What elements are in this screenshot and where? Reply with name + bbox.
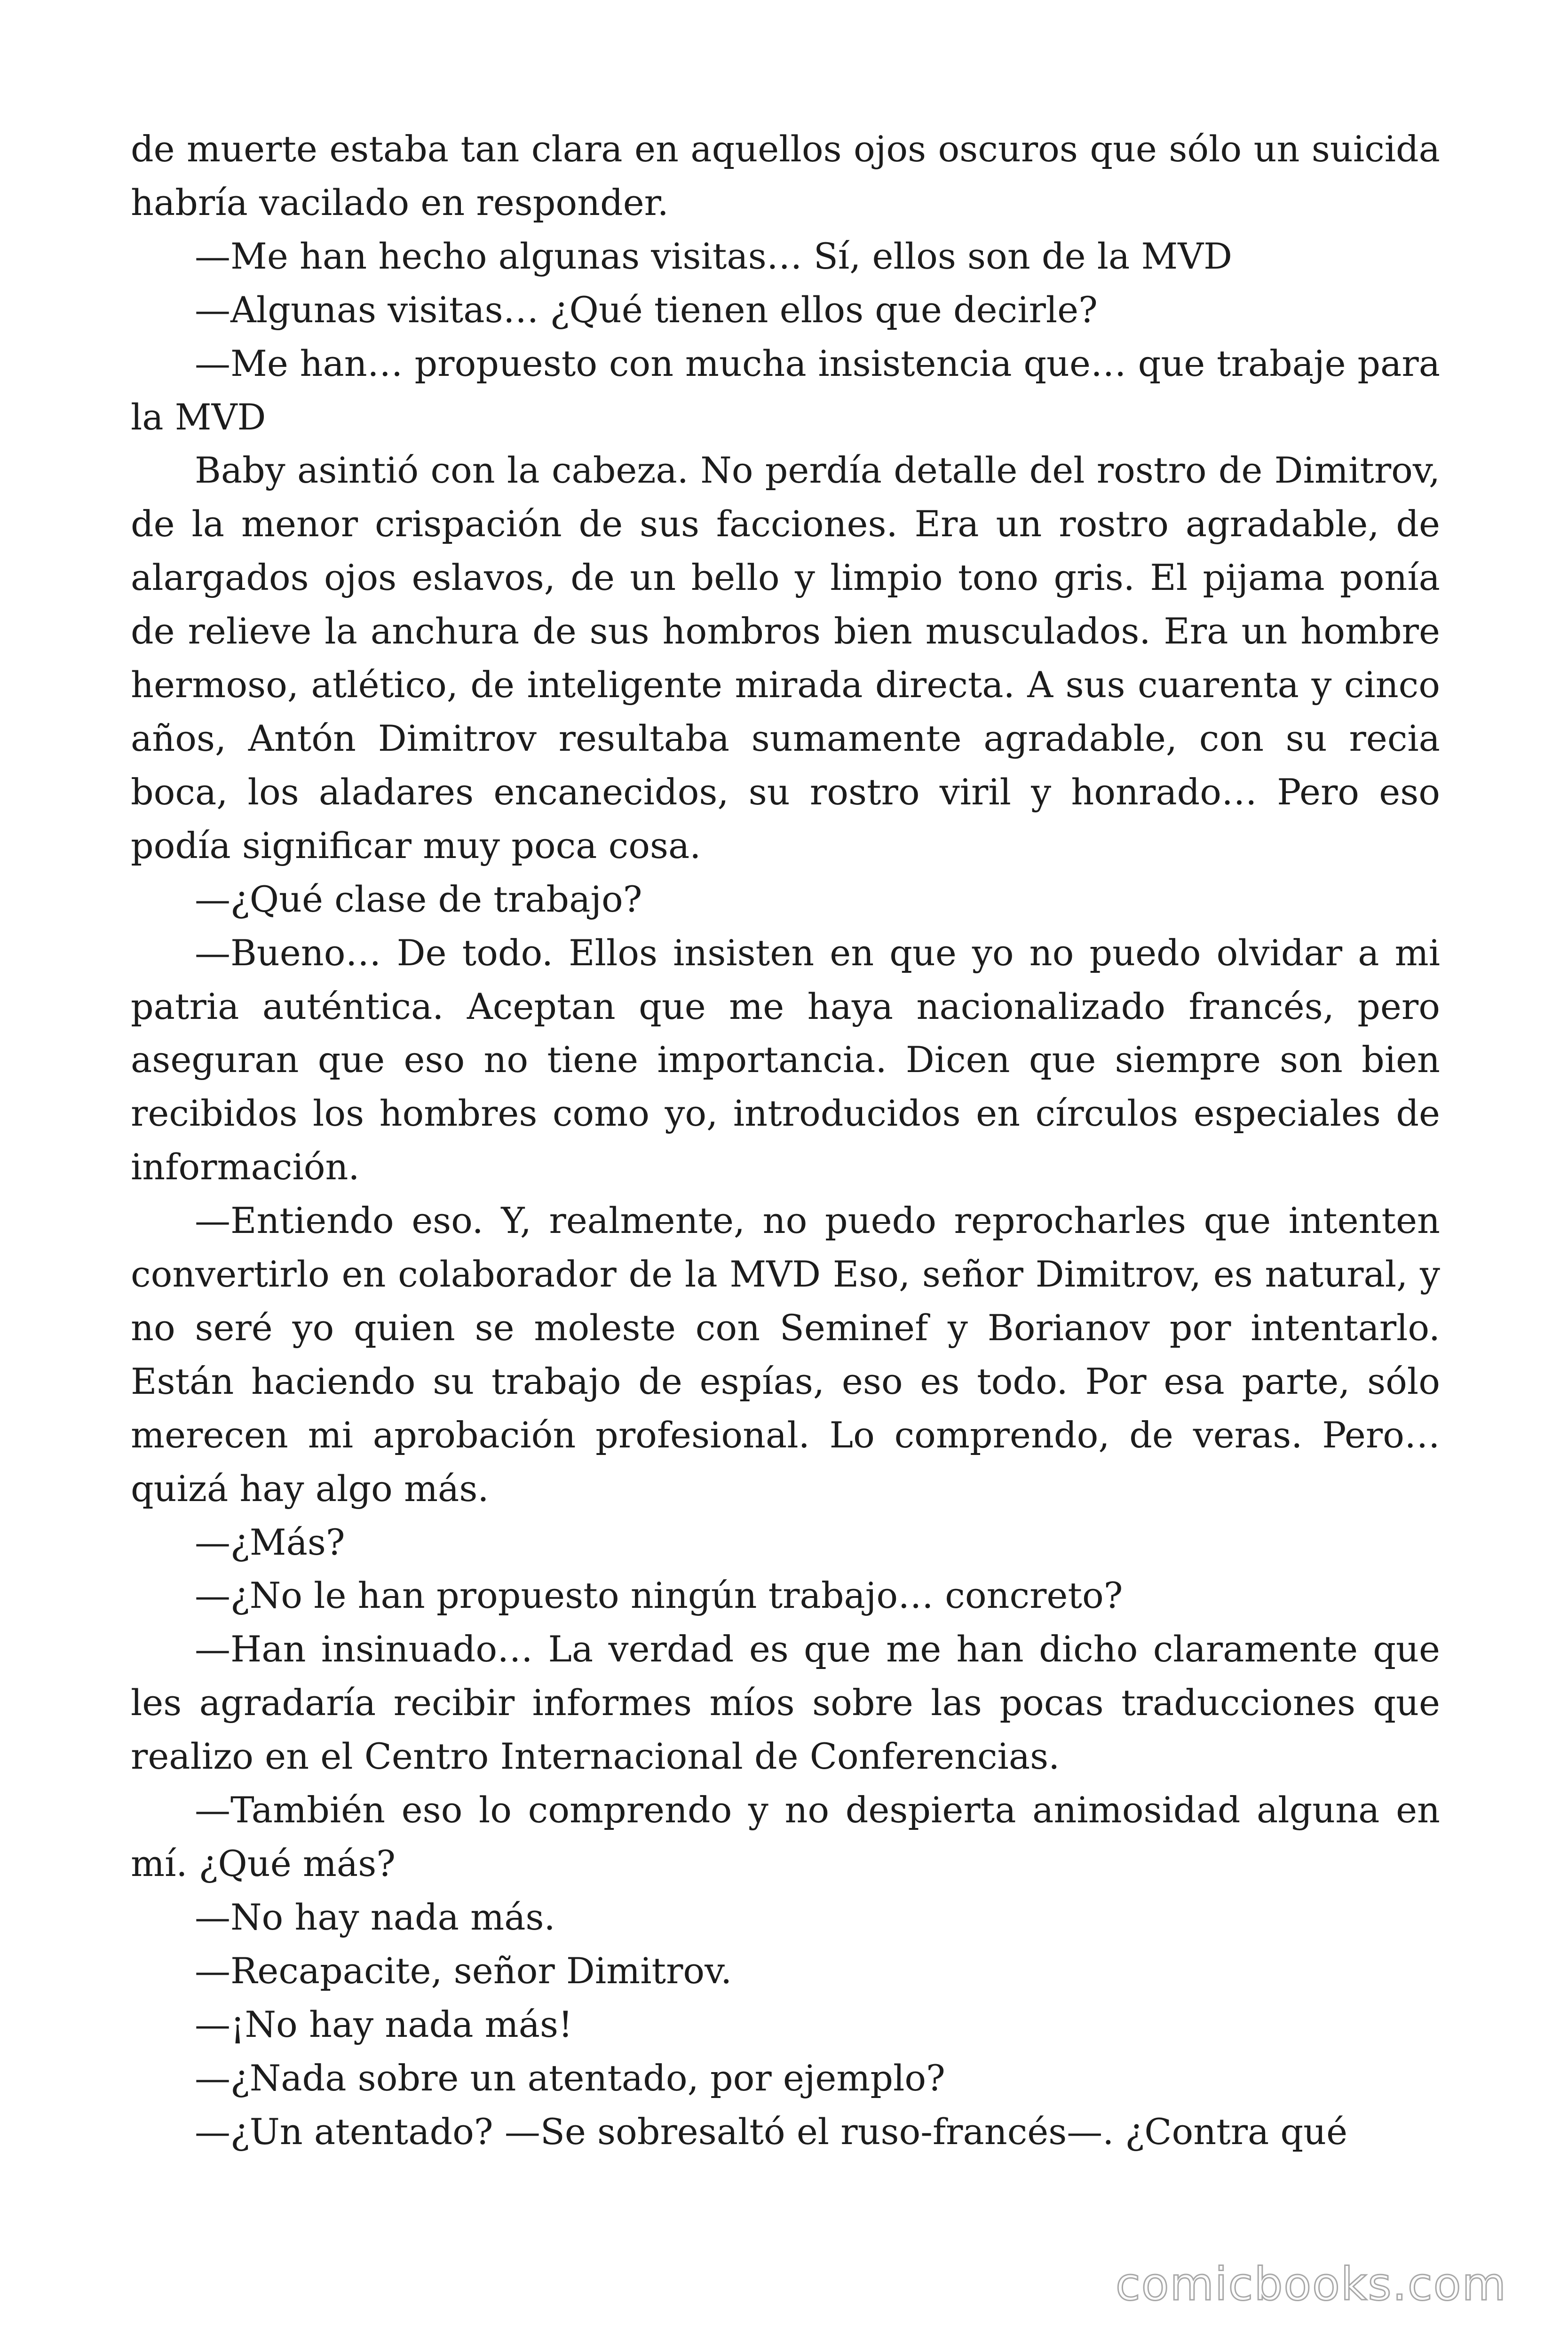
paragraph-dialogue: —¿Nada sobre un atentado, por ejemplo? — [195, 2057, 945, 2099]
paragraph-dialogue: —Algunas visitas… ¿Qué tienen ellos que decirle? — [195, 288, 1098, 331]
paragraph-dialogue: —No hay nada más. — [195, 1896, 555, 1938]
watermark-text: comicbooks.com — [1115, 2258, 1507, 2311]
paragraph-dialogue: —Me han hecho algunas visitas… Sí, ellos son de la MVD — [195, 235, 1233, 277]
paragraph-narration: Baby asintió con la cabeza. No perdía detalle del rostro de Dimitrov, de la menor crispación de sus facciones. Era un rostro agradable, de alargados ojos eslavos, de un bello y limpio tono gris. El pijama ponía de relieve la anchura de sus hombros bien musculados. Era un hombre hermoso, atlético, de inteligente mirada directa. A sus cuarenta y cinco años, Antón Dimitrov resultaba sumamente agradable, con su recia boca, los aladares encanecidos, su rostro viril y honrado… Pero eso podía significar muy poca cosa. — [131, 449, 1440, 866]
paragraph-dialogue: —Me han… propuesto con mucha insistencia que… que trabaje para la MVD — [131, 342, 1440, 438]
paragraph-dialogue: —Recapacite, señor Dimitrov. — [195, 1949, 732, 1992]
paragraph-dialogue: —También eso lo comprendo y no despierta animosidad alguna en mí. ¿Qué más? — [131, 1789, 1440, 1884]
book-page-body — [131, 122, 1440, 2158]
paragraph-dialogue: —¿No le han propuesto ningún trabajo… concreto? — [195, 1574, 1123, 1617]
paragraph-dialogue: —¡No hay nada más! — [195, 2003, 573, 2045]
paragraph-continuation: de muerte estaba tan clara en aquellos ojos oscuros que sólo un suicida habría vacilado en responder. — [131, 128, 1440, 223]
paragraph-dialogue: —Entiendo eso. Y, realmente, no puedo reprocharles que intenten convertirlo en colaborador de la MVD Eso, señor Dimitrov, es natural, y no seré yo quien se moleste con Seminef y Borianov por intentarlo. Están haciendo su trabajo de espías, eso es todo. Por esa parte, sólo merecen mi aprobación profesional. Lo comprendo, de veras. Pero… quizá hay algo más. — [131, 1200, 1440, 1510]
paragraph-dialogue: —Han insinuado… La verdad es que me han dicho claramente que les agradaría recibir informes míos sobre las pocas traducciones que realizo en el Centro Internacional de Conferencias. — [131, 1628, 1440, 1778]
paragraph-dialogue: —Bueno… De todo. Ellos insisten en que yo no puedo olvidar a mi patria auténtica. Aceptan que me haya nacionalizado francés, pero aseguran que eso no tiene importancia. Dicen que siempre son bien recibidos los hombres como yo, introducidos en círculos especiales de información. — [131, 931, 1440, 1188]
paragraph-dialogue: —¿Qué clase de trabajo? — [195, 878, 642, 920]
paragraph-dialogue: —¿Un atentado? —Se sobresaltó el ruso-francés—. ¿Contra qué — [195, 2110, 1348, 2153]
paragraph-dialogue: —¿Más? — [195, 1521, 345, 1563]
